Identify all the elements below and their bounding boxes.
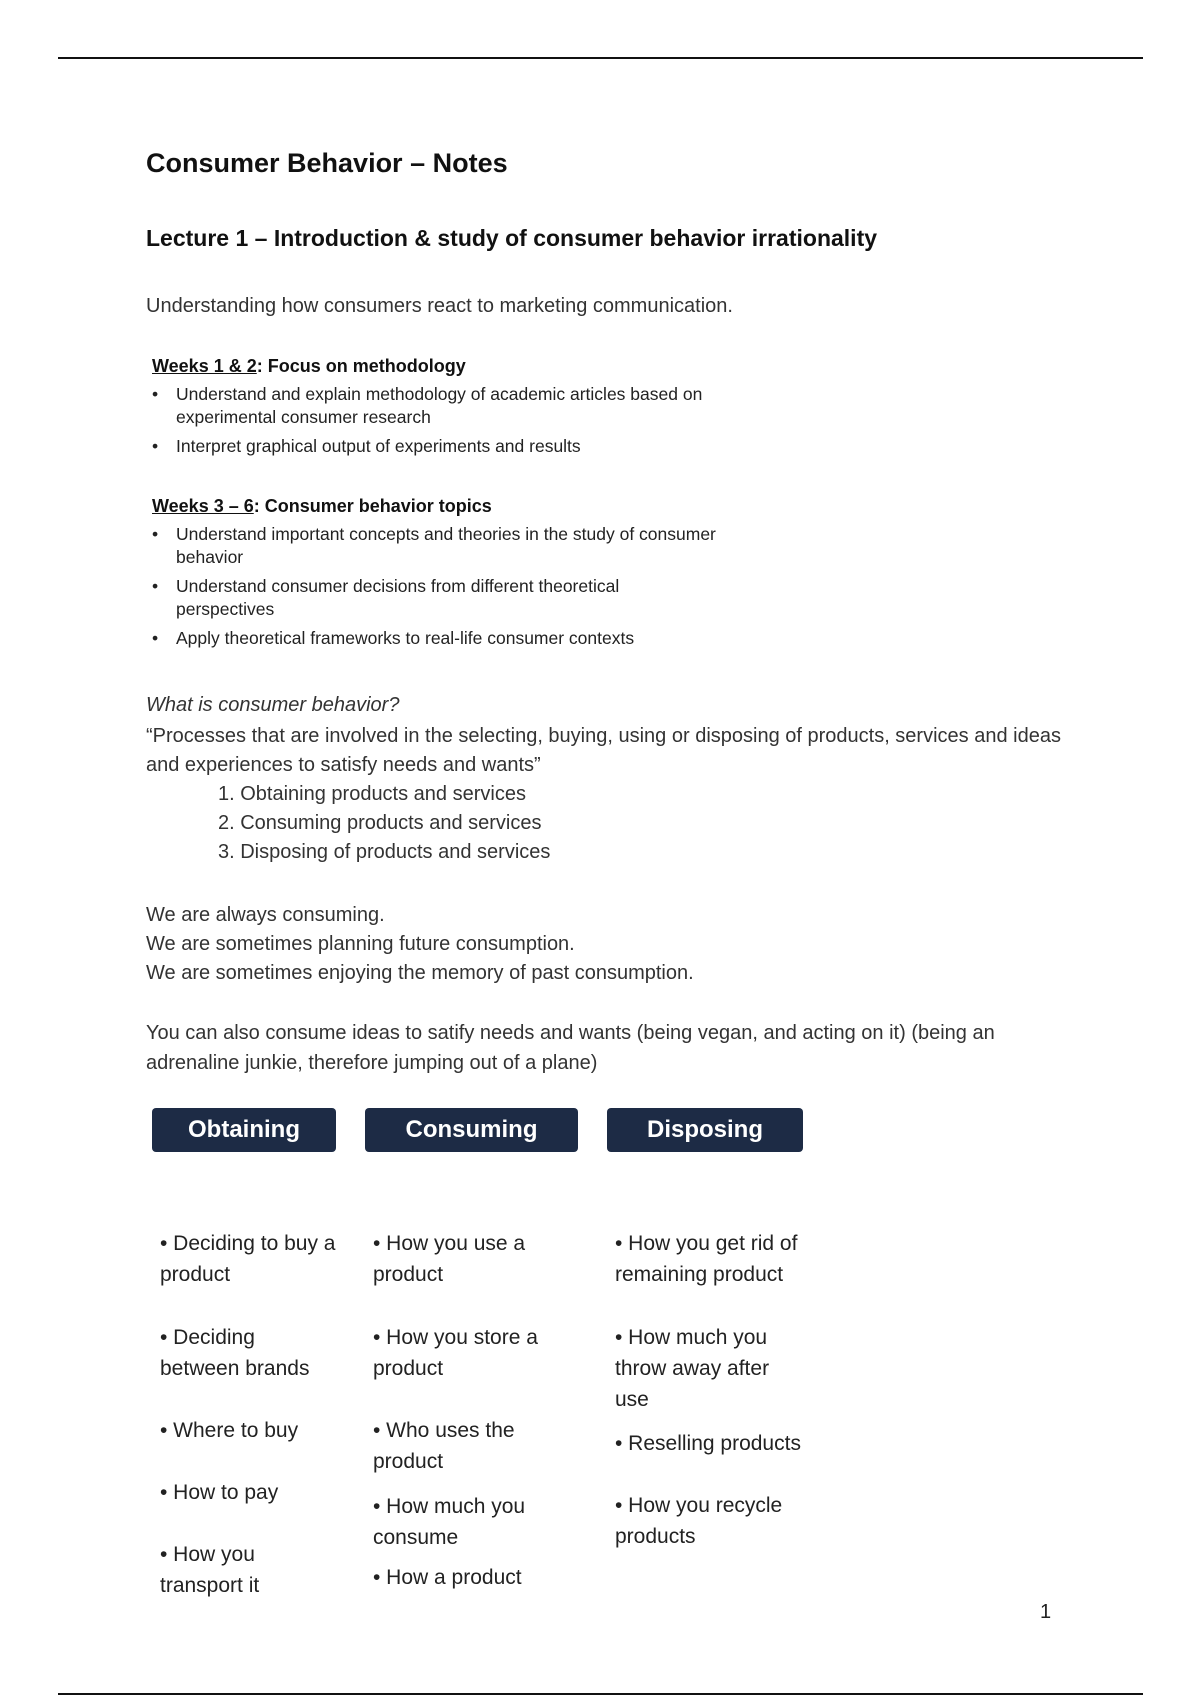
list-item: • How you store a product xyxy=(373,1326,538,1380)
block-heading xyxy=(152,356,716,377)
list-item: • Where to buy xyxy=(160,1419,299,1442)
list-item: • Understand and explain methodology of academic articles based on experimental consumer research xyxy=(146,383,716,429)
list-item: • How a product xyxy=(373,1566,522,1589)
block-heading xyxy=(152,496,716,517)
methodology-block xyxy=(146,356,716,464)
consumption-statements xyxy=(146,901,694,988)
disposing-column xyxy=(607,1108,803,1548)
bullet-list xyxy=(146,523,716,650)
ideas-paragraph: You can also consume ideas to satify needs and wants (being vegan, and acting on it) (being an adrenaline junkie, therefore jumping out of a plane) xyxy=(146,1022,995,1074)
definition-quote: “Processes that are involved in the selecting, buying, using or disposing of products, services and ideas and experiences to satisfy needs and wants” xyxy=(146,725,1061,776)
statement-line: We are always consuming. xyxy=(146,904,385,926)
disposing-header: Disposing xyxy=(607,1108,803,1152)
consuming-column xyxy=(365,1108,578,1589)
question-heading: What is consumer behavior? xyxy=(146,694,400,716)
page-number: 1 xyxy=(1040,1601,1052,1623)
list-item: • Deciding to buy a product xyxy=(160,1232,336,1286)
list-item: • How you use a product xyxy=(373,1232,526,1286)
list-item: • Reselling products xyxy=(615,1432,801,1455)
list-item: 3. Disposing of products and services xyxy=(218,841,551,863)
lecture-heading: Lecture 1 – Introduction & study of consumer behavior irrationality xyxy=(146,225,878,251)
list-item: • How much you consume xyxy=(373,1495,526,1549)
list-item: • How much you throw away after use xyxy=(615,1326,770,1411)
list-item: • Understand important concepts and theories in the study of consumer behavior xyxy=(146,523,716,569)
bottom-rule xyxy=(58,1693,1143,1695)
consuming-header: Consuming xyxy=(365,1108,578,1152)
list-item: • Understand consumer decisions from different theoretical perspectives xyxy=(146,575,716,621)
topics-block xyxy=(146,496,716,656)
statement-line: We are sometimes enjoying the memory of past consumption. xyxy=(146,962,694,984)
definition-list xyxy=(218,780,550,867)
list-item: • How you transport it xyxy=(160,1543,260,1597)
heading-topic: : Consumer behavior topics xyxy=(253,496,492,516)
heading-weeks: Weeks 1 & 2 xyxy=(152,356,257,376)
list-item: 1. Obtaining products and services xyxy=(218,783,526,805)
bullet-list xyxy=(146,383,716,458)
list-item: • Apply theoretical frameworks to real-life consumer contexts xyxy=(146,627,716,650)
statement-line: We are sometimes planning future consumption. xyxy=(146,933,575,955)
list-item: • How you recycle products xyxy=(615,1494,783,1548)
heading-weeks: Weeks 3 – 6 xyxy=(152,496,254,516)
list-item: • How to pay xyxy=(160,1481,279,1504)
heading-topic: : Focus on methodology xyxy=(256,356,466,376)
top-rule xyxy=(58,57,1143,59)
obtaining-column xyxy=(152,1108,336,1597)
list-item: • How you get rid of remaining product xyxy=(615,1232,798,1286)
intro-paragraph: Understanding how consumers react to marketing communication. xyxy=(146,295,733,317)
list-item: • Interpret graphical output of experiments and results xyxy=(146,435,716,458)
list-item: • Who uses the product xyxy=(373,1419,515,1473)
document-title: Consumer Behavior – Notes xyxy=(146,148,508,178)
obtaining-header: Obtaining xyxy=(152,1108,336,1152)
list-item: • Deciding between brands xyxy=(160,1326,310,1380)
list-item: 2. Consuming products and services xyxy=(218,812,542,834)
